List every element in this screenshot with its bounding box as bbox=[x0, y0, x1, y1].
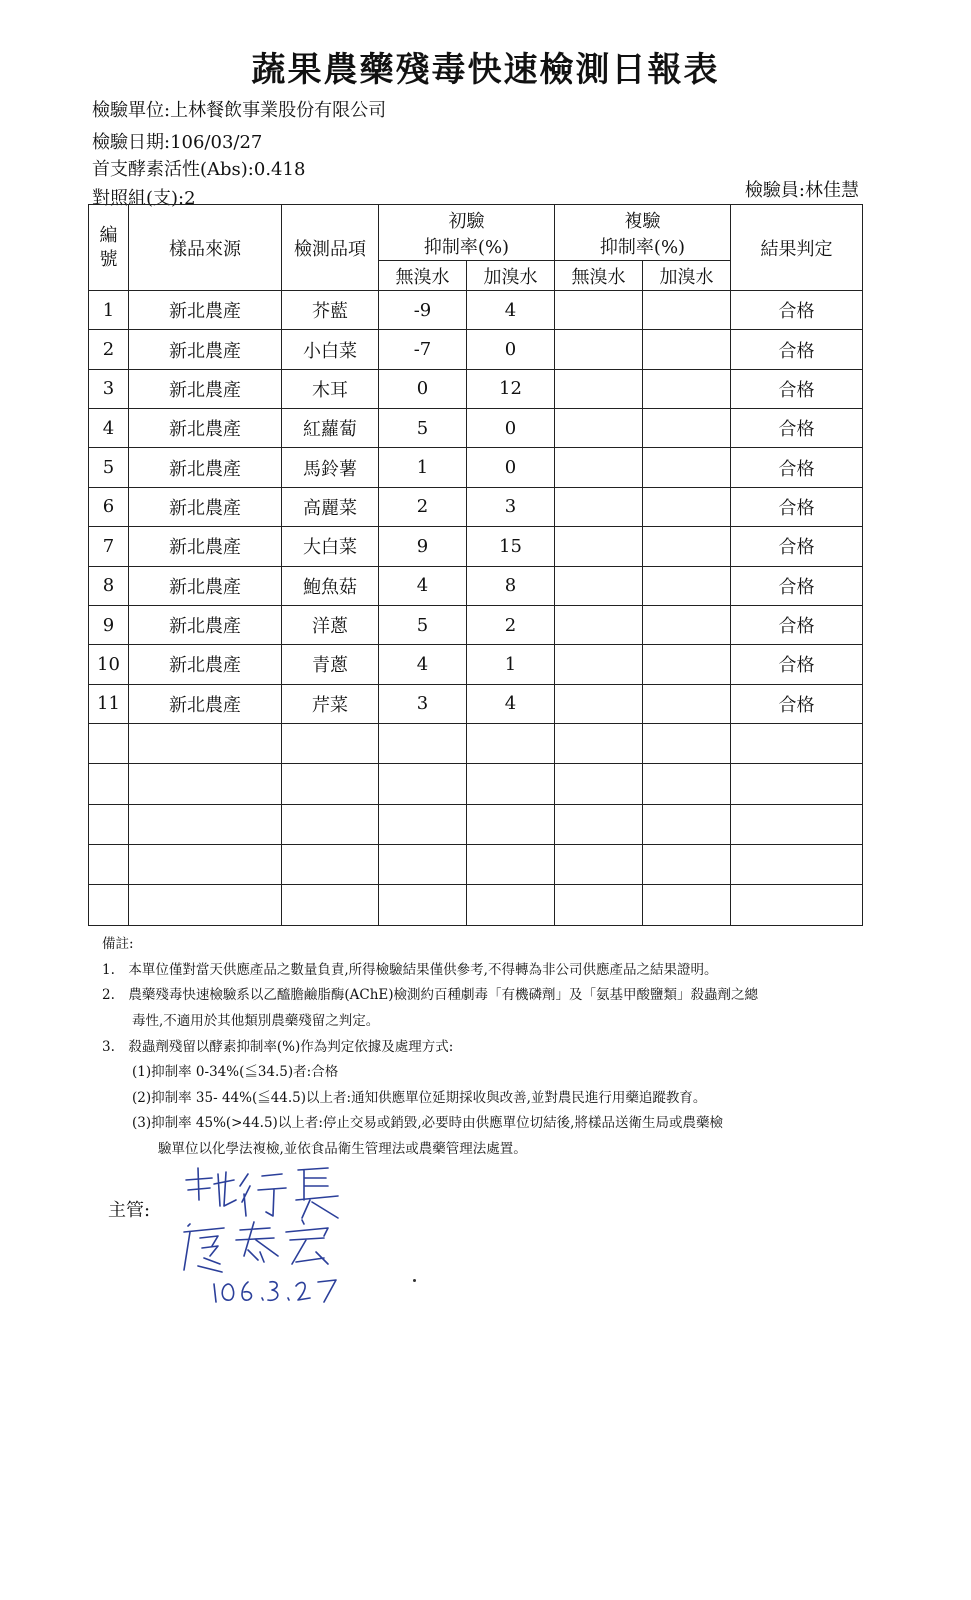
empty-cell bbox=[89, 723, 129, 763]
row-init-with-ozone: 0 bbox=[467, 448, 555, 487]
row-re-with-ozone bbox=[643, 369, 731, 408]
header-result: 結果判定 bbox=[731, 205, 863, 291]
header-retest-rate: 抑制率(%) bbox=[599, 236, 686, 258]
table-row bbox=[89, 448, 863, 487]
table-row bbox=[89, 566, 863, 605]
row-init-no-ozone: 0 bbox=[379, 369, 467, 408]
control-value: 2 bbox=[184, 188, 196, 209]
notes-heading: 備註: bbox=[102, 936, 134, 952]
row-item: 鮑魚菇 bbox=[282, 566, 379, 605]
row-re-with-ozone bbox=[643, 645, 731, 684]
row-re-with-ozone bbox=[643, 409, 731, 448]
header-init-with-ozone: 加溴水 bbox=[467, 261, 555, 291]
row-re-with-ozone bbox=[643, 605, 731, 644]
row-re-with-ozone bbox=[643, 448, 731, 487]
row-no: 8 bbox=[89, 566, 129, 605]
inspection-unit bbox=[92, 96, 386, 122]
row-no: 3 bbox=[89, 369, 129, 408]
row-init-with-ozone: 15 bbox=[467, 527, 555, 566]
empty-cell bbox=[379, 723, 467, 763]
header-initial-label: 初驗 bbox=[448, 210, 485, 232]
abs-value: 0.418 bbox=[253, 159, 306, 180]
row-item: 馬鈴薯 bbox=[282, 448, 379, 487]
empty-row bbox=[89, 764, 863, 804]
row-item: 芥藍 bbox=[282, 291, 379, 330]
empty-cell bbox=[282, 885, 379, 926]
unit-label: 檢驗單位: bbox=[92, 100, 171, 121]
row-result: 合格 bbox=[731, 448, 863, 487]
row-source: 新北農產 bbox=[129, 684, 282, 723]
row-init-no-ozone: -9 bbox=[379, 291, 467, 330]
row-result: 合格 bbox=[731, 330, 863, 369]
empty-row bbox=[89, 804, 863, 844]
row-re-no-ozone bbox=[555, 605, 643, 644]
row-source: 新北農產 bbox=[129, 369, 282, 408]
row-source: 新北農產 bbox=[129, 448, 282, 487]
row-result: 合格 bbox=[731, 566, 863, 605]
empty-cell bbox=[129, 804, 282, 844]
row-no: 11 bbox=[89, 684, 129, 723]
row-init-no-ozone: -7 bbox=[379, 330, 467, 369]
header-initial-rate: 抑制率(%) bbox=[423, 236, 510, 258]
empty-cell bbox=[282, 845, 379, 885]
empty-cell bbox=[379, 845, 467, 885]
row-init-no-ozone: 1 bbox=[379, 448, 467, 487]
row-no: 1 bbox=[89, 291, 129, 330]
row-source: 新北農產 bbox=[129, 487, 282, 526]
empty-row bbox=[89, 723, 863, 763]
row-no: 5 bbox=[89, 448, 129, 487]
empty-cell bbox=[467, 885, 555, 926]
row-no: 4 bbox=[89, 409, 129, 448]
row-item: 洋蔥 bbox=[282, 605, 379, 644]
row-init-with-ozone: 3 bbox=[467, 487, 555, 526]
empty-cell bbox=[555, 845, 643, 885]
row-init-with-ozone: 2 bbox=[467, 605, 555, 644]
row-re-no-ozone bbox=[555, 448, 643, 487]
table-row bbox=[89, 330, 863, 369]
row-re-with-ozone bbox=[643, 527, 731, 566]
inspector bbox=[745, 176, 859, 202]
row-item: 紅蘿蔔 bbox=[282, 409, 379, 448]
row-init-no-ozone: 9 bbox=[379, 527, 467, 566]
report-title: 蔬果農藥殘毒快速檢測日報表 bbox=[251, 50, 720, 90]
header-init-no-ozone: 無溴水 bbox=[379, 261, 467, 291]
header-initial bbox=[379, 205, 555, 261]
header-no: 編號 bbox=[89, 205, 129, 291]
row-item: 小白菜 bbox=[282, 330, 379, 369]
inspector-label: 檢驗員: bbox=[744, 180, 805, 201]
row-result: 合格 bbox=[731, 605, 863, 644]
empty-cell bbox=[379, 885, 467, 926]
empty-cell bbox=[555, 885, 643, 926]
empty-cell bbox=[643, 723, 731, 763]
row-init-no-ozone: 5 bbox=[379, 605, 467, 644]
empty-cell bbox=[129, 764, 282, 804]
row-source: 新北農產 bbox=[129, 291, 282, 330]
table-row bbox=[89, 527, 863, 566]
row-init-with-ozone: 0 bbox=[467, 409, 555, 448]
signature-image bbox=[178, 1160, 358, 1305]
row-re-with-ozone bbox=[643, 566, 731, 605]
empty-cell bbox=[379, 764, 467, 804]
row-re-with-ozone bbox=[643, 330, 731, 369]
empty-cell bbox=[643, 885, 731, 926]
empty-cell bbox=[731, 885, 863, 926]
note-2: 2. 農藥殘毒快速檢驗系以乙醯膽鹼脂酶(AChE)檢測約百種劇毒「有機磷劑」及「氨基甲酸鹽類」殺蟲劑之總 bbox=[102, 987, 759, 1004]
empty-cell bbox=[555, 764, 643, 804]
row-init-no-ozone: 5 bbox=[379, 409, 467, 448]
row-init-with-ozone: 8 bbox=[467, 566, 555, 605]
header-item: 檢測品項 bbox=[282, 205, 379, 291]
enzyme-activity bbox=[92, 155, 305, 181]
table-row bbox=[89, 684, 863, 723]
row-init-with-ozone: 1 bbox=[467, 645, 555, 684]
empty-cell bbox=[643, 804, 731, 844]
note-1: 1. 本單位僅對當天供應產品之數量負責,所得檢驗結果僅供參考,不得轉為非公司供應產品之結果證明。 bbox=[102, 961, 718, 978]
row-re-no-ozone bbox=[555, 409, 643, 448]
note-3-3-cont: 驗單位以化學法複檢,並依食品衛生管理法或農藥管理法處置。 bbox=[158, 1141, 527, 1158]
empty-cell bbox=[89, 804, 129, 844]
empty-cell bbox=[129, 723, 282, 763]
note-3: 3. 殺蟲劑殘留以酵素抑制率(%)作為判定依據及處理方式: bbox=[102, 1038, 454, 1055]
row-source: 新北農產 bbox=[129, 527, 282, 566]
row-result: 合格 bbox=[731, 409, 863, 448]
row-result: 合格 bbox=[731, 369, 863, 408]
control-label: 對照組(支): bbox=[92, 188, 185, 209]
row-re-with-ozone bbox=[643, 684, 731, 723]
ink-dot bbox=[413, 1279, 416, 1282]
row-re-with-ozone bbox=[643, 487, 731, 526]
empty-cell bbox=[282, 804, 379, 844]
row-re-no-ozone bbox=[555, 369, 643, 408]
row-no: 2 bbox=[89, 330, 129, 369]
row-init-with-ozone: 0 bbox=[467, 330, 555, 369]
table-row bbox=[89, 605, 863, 644]
empty-cell bbox=[129, 885, 282, 926]
row-item: 大白菜 bbox=[282, 527, 379, 566]
table-row bbox=[89, 409, 863, 448]
empty-cell bbox=[467, 723, 555, 763]
header-retest-label: 複驗 bbox=[624, 210, 661, 232]
row-result: 合格 bbox=[731, 527, 863, 566]
supervisor-signature bbox=[178, 1160, 358, 1309]
empty-cell bbox=[467, 764, 555, 804]
empty-cell bbox=[89, 845, 129, 885]
row-source: 新北農產 bbox=[129, 330, 282, 369]
row-init-with-ozone: 4 bbox=[467, 291, 555, 330]
row-item: 青蔥 bbox=[282, 645, 379, 684]
empty-cell bbox=[643, 764, 731, 804]
unit-value: 上林餐飲事業股份有限公司 bbox=[170, 100, 387, 121]
inspection-date bbox=[92, 128, 262, 154]
row-no: 7 bbox=[89, 527, 129, 566]
empty-cell bbox=[555, 804, 643, 844]
empty-cell bbox=[467, 804, 555, 844]
empty-cell bbox=[282, 723, 379, 763]
row-no: 9 bbox=[89, 605, 129, 644]
row-item: 木耳 bbox=[282, 369, 379, 408]
empty-cell bbox=[282, 764, 379, 804]
empty-row bbox=[89, 885, 863, 926]
row-re-no-ozone bbox=[555, 527, 643, 566]
row-init-with-ozone: 12 bbox=[467, 369, 555, 408]
row-init-no-ozone: 4 bbox=[379, 645, 467, 684]
row-result: 合格 bbox=[731, 291, 863, 330]
empty-cell bbox=[379, 804, 467, 844]
note-3-2: (2)抑制率 35- 44%(≦44.5)以上者:通知供應單位延期採收與改善,並對農民進行用藥追蹤教育。 bbox=[132, 1089, 707, 1106]
results-body bbox=[89, 291, 863, 926]
table-row bbox=[89, 291, 863, 330]
header-retest bbox=[555, 205, 731, 261]
empty-cell bbox=[731, 804, 863, 844]
row-item: 芹菜 bbox=[282, 684, 379, 723]
note-2-cont: 毒性,不適用於其他類別農藥殘留之判定。 bbox=[132, 1012, 380, 1029]
empty-cell bbox=[467, 845, 555, 885]
empty-cell bbox=[555, 723, 643, 763]
table-row bbox=[89, 369, 863, 408]
header-re-no-ozone: 無溴水 bbox=[555, 261, 643, 291]
note-3-3: (3)抑制率 45%(>44.5)以上者:停止交易或銷毀,必要時由供應單位切結後,將樣品送衛生局或農藥檢 bbox=[132, 1115, 723, 1132]
row-result: 合格 bbox=[731, 645, 863, 684]
row-source: 新北農產 bbox=[129, 645, 282, 684]
row-re-no-ozone bbox=[555, 291, 643, 330]
table-row bbox=[89, 487, 863, 526]
date-value: 106/03/27 bbox=[170, 132, 263, 153]
inspector-value: 林佳慧 bbox=[805, 180, 859, 201]
notes bbox=[102, 932, 862, 1163]
table-row bbox=[89, 645, 863, 684]
row-re-no-ozone bbox=[555, 645, 643, 684]
empty-cell bbox=[129, 845, 282, 885]
row-no: 10 bbox=[89, 645, 129, 684]
supervisor-label: 主管: bbox=[108, 1200, 151, 1221]
row-no: 6 bbox=[89, 487, 129, 526]
row-re-no-ozone bbox=[555, 566, 643, 605]
empty-cell bbox=[731, 845, 863, 885]
abs-label: 首支酵素活性(Abs): bbox=[92, 159, 254, 180]
row-re-with-ozone bbox=[643, 291, 731, 330]
header-re-with-ozone: 加溴水 bbox=[643, 261, 731, 291]
row-init-no-ozone: 3 bbox=[379, 684, 467, 723]
empty-cell bbox=[89, 885, 129, 926]
row-re-no-ozone bbox=[555, 330, 643, 369]
note-3-1: (1)抑制率 0-34%(≦34.5)者:合格 bbox=[132, 1064, 339, 1081]
row-init-with-ozone: 4 bbox=[467, 684, 555, 723]
empty-cell bbox=[731, 723, 863, 763]
empty-cell bbox=[89, 764, 129, 804]
row-result: 合格 bbox=[731, 684, 863, 723]
header-source: 樣品來源 bbox=[129, 205, 282, 291]
results-table bbox=[88, 204, 863, 926]
empty-cell bbox=[731, 764, 863, 804]
row-item: 高麗菜 bbox=[282, 487, 379, 526]
empty-cell bbox=[643, 845, 731, 885]
row-result: 合格 bbox=[731, 487, 863, 526]
date-label: 檢驗日期: bbox=[92, 132, 171, 153]
row-source: 新北農產 bbox=[129, 409, 282, 448]
row-init-no-ozone: 2 bbox=[379, 487, 467, 526]
row-re-no-ozone bbox=[555, 684, 643, 723]
row-source: 新北農產 bbox=[129, 566, 282, 605]
empty-row bbox=[89, 845, 863, 885]
row-init-no-ozone: 4 bbox=[379, 566, 467, 605]
row-re-no-ozone bbox=[555, 487, 643, 526]
row-source: 新北農產 bbox=[129, 605, 282, 644]
